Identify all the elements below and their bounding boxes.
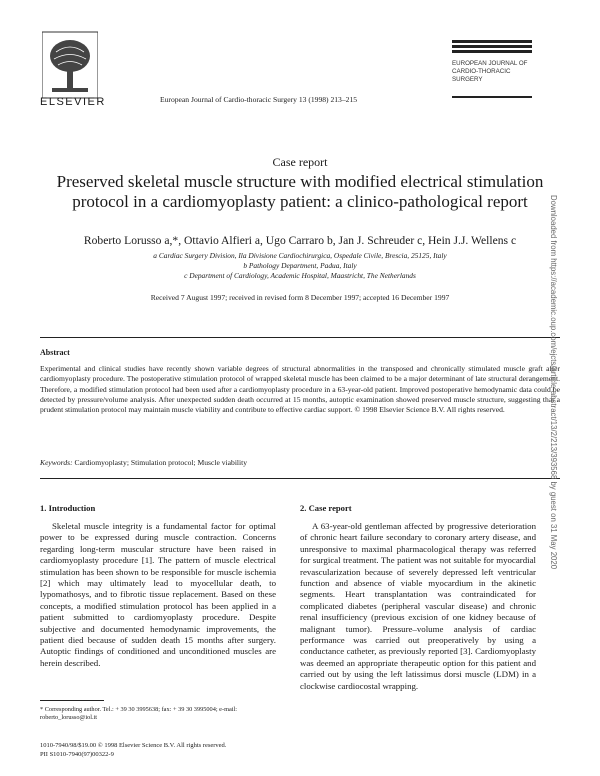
title-line: Preserved skeletal muscle structure with modified electrical stimulation <box>56 172 544 191</box>
abstract-text: Experimental and clinical studies have recently shown variable degrees of structural abnormalities in the transposed and chronically stimulated muscle graft after cardiomyoplasty procedure. The postoperative stimulation protocol of wrapped skeletal muscle has been claimed to be a major determinant of late structural derangement. Therefore, a modified stimulation protocol had been used after a cardiomyoplasty procedure in a 63-year-old patient. Improved postoperative hemodynamic data could be detected by pressure/volume analysis. After unexpected sudden death occurred at 15 months, autoptic examination showed preserved muscle structure, suggesting that a prudent stimulation protocol may maintain muscle viability and contribute to effective cardiac support. © 1998 Elsevier Science B.V. All rights reserved. <box>40 364 560 415</box>
divider <box>40 478 560 479</box>
journal-logo-line: SURGERY <box>452 76 483 83</box>
title-line: protocol in a cardiomyoplasty patient: a clinico-pathological report <box>72 192 528 211</box>
copyright <box>40 741 226 759</box>
keywords <box>40 458 247 467</box>
divider <box>40 337 560 338</box>
author-list: Roberto Lorusso a,*, Ottavio Alfieri a, Ugo Carraro b, Jan J. Schreuder c, Hein J.J. Wellens c <box>83 234 517 247</box>
publisher-name: ELSEVIER <box>40 96 106 108</box>
intro-body <box>40 521 276 669</box>
journal-logo-line: EUROPEAN JOURNAL OF <box>452 60 528 67</box>
intro-heading: 1. Introduction <box>40 503 96 513</box>
keywords-label: Keywords: <box>40 458 73 467</box>
footnote: * Corresponding author. Tel.: + 39 30 3995638; fax: + 39 30 3995004; e-mail: roberto_lorusso@iol.it <box>40 706 238 722</box>
keywords-value: Cardiomyoplasty; Stimulation protocol; Muscle viability <box>74 458 248 467</box>
pii-line: PII S1010-7940(97)00322-9 <box>40 751 114 758</box>
journal-logo-bars <box>452 40 532 55</box>
elsevier-tree-logo <box>42 28 98 106</box>
abstract-heading: Abstract <box>40 348 70 357</box>
journal-logo-line: CARDIO-THORACIC <box>452 68 511 75</box>
article-title <box>30 172 570 212</box>
download-watermark: Downloaded from https://academic.oup.com/ejcts/article-abstract/13/2/213/393568 by guest on 31 May 2020 <box>549 195 558 570</box>
paragraph: A 63-year-old gentleman affected by progressive deterioration of chronic heart failure secondary to coronary artery disease, and unresponsive to maximal pharmacological therapy was referred for surgical treatment. The patient was not suitable for myocardial revascularization because of severely depressed left ventricular function and absence of viable myocardium in the akinetic segments. Heart transplantation was contraindicated for complicated diabetes (peripheral vascular disease) and chronic renal insufficiency (previous excision of one kidney because of malignant tumor). Pressure–volume analysis of cardiac performance was carried out preoperatively by using a conductance catheter, as previously reported [3]. Cardiomyoplasty was deemed an appropriate therapeutic option for this patient and carried out by using the left latissimus dorsi muscle (LDM) in a clockwise cardiocostal wrapping. <box>300 521 536 691</box>
affiliation-a: a Cardiac Surgery Division, Ila Divisione Cardiochirurgica, Ospedale Civile, Brescia, 25125, Italy <box>153 251 447 260</box>
case-heading: 2. Case report <box>300 503 352 513</box>
journal-logo <box>452 60 540 98</box>
footnote-rule <box>40 700 104 701</box>
paragraph: Skeletal muscle integrity is a fundamental factor for optimal power to be expressed during muscle contraction. Concerns regarding long-term muscular structure have been raised in cardiomyoplasty procedure [1]. The pattern of muscle electrical stimulation has been shown to be responsible for muscle ischemia [2] which may ultimately lead to myocellular death, to lypomathosys, and to fibrotic tissue replacement. Based on these concepts, a modified stimulation protocol has been applied in a patient submitted to cardiomyoplasty procedure. Despite subjective and documented hemodynamic improvements, the patient died because of sudden death 15 months after surgery. Autoptic findings of conditioned and unconditioned muscles are herein described. <box>40 521 276 668</box>
copyright-line: 1010-7940/98/$19.00 © 1998 Elsevier Science B.V. All rights reserved. <box>40 742 227 749</box>
affiliation-b: b Pathology Department, Padua, Italy <box>243 261 357 270</box>
received-dates: Received 7 August 1997; received in revised form 8 December 1997; accepted 16 December 1997 <box>150 293 450 302</box>
case-body <box>300 521 536 692</box>
journal-citation: European Journal of Cardio-thoracic Surgery 13 (1998) 213–215 <box>160 95 358 104</box>
article-type: Case report <box>272 155 328 169</box>
affiliation-c: c Department of Cardiology, Academic Hospital, Maastricht, The Netherlands <box>184 271 416 280</box>
